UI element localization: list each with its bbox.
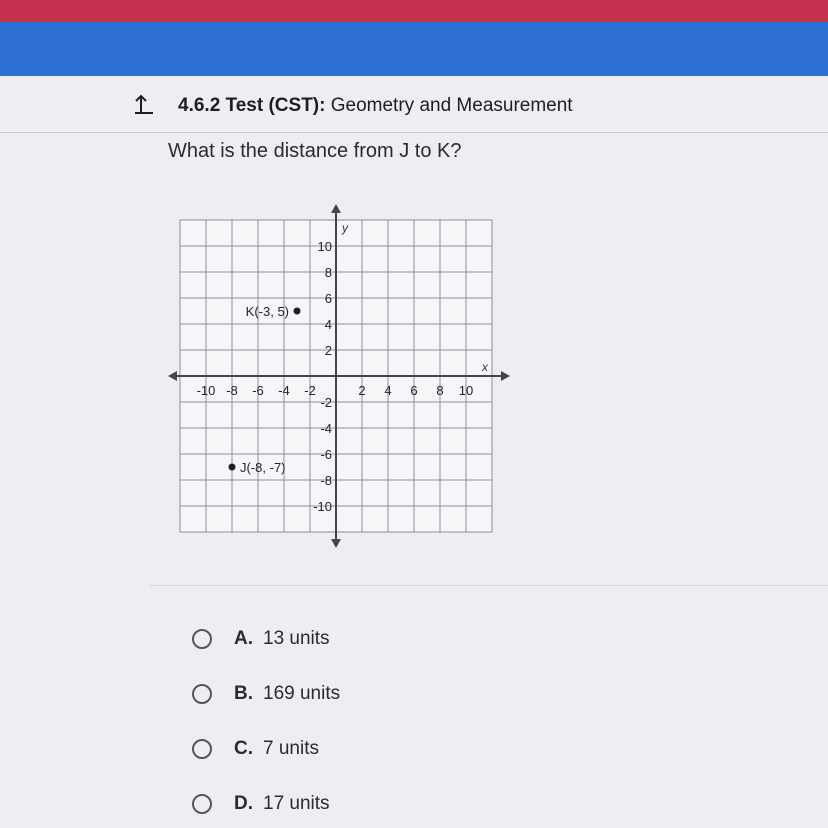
test-header <box>0 76 828 133</box>
radio-c[interactable] <box>192 739 212 759</box>
y-axis-arrow-up <box>331 204 341 213</box>
x-tick-label: -4 <box>278 383 290 398</box>
y-tick-label: -2 <box>320 395 332 410</box>
choice-d[interactable] <box>192 789 330 819</box>
question-text: What is the distance from J to K? <box>168 140 462 162</box>
x-tick-label: 4 <box>384 383 392 398</box>
choice-a-text: 13 units <box>263 628 330 649</box>
point-j-label: J(-8, -7) <box>240 460 286 475</box>
back-arrow-icon[interactable] <box>132 92 156 116</box>
point-k <box>294 308 301 315</box>
x-tick-label: 6 <box>410 383 418 398</box>
y-tick-label: -6 <box>320 447 332 462</box>
divider <box>150 585 828 586</box>
x-axis-arrow-left <box>168 371 177 381</box>
point-j <box>229 464 236 471</box>
choice-b-letter: B. <box>234 683 253 704</box>
test-subject: Geometry and Measurement <box>330 95 573 116</box>
point-k-label: K(-3, 5) <box>245 304 289 319</box>
x-tick-label: -6 <box>252 383 264 398</box>
choice-d-letter: D. <box>234 793 253 814</box>
choice-a-letter: A. <box>234 628 253 649</box>
choice-b-text: 169 units <box>263 683 341 704</box>
y-axis-label: y <box>342 221 348 235</box>
y-tick-label: 6 <box>324 291 332 306</box>
choice-d-text: 17 units <box>263 793 330 814</box>
y-tick-label: 2 <box>324 343 332 358</box>
y-tick-label: 10 <box>317 239 332 254</box>
radio-b[interactable] <box>192 684 212 704</box>
page-title <box>178 95 573 117</box>
radio-a[interactable] <box>192 629 212 649</box>
radio-d[interactable] <box>192 794 212 814</box>
coordinate-graph <box>160 202 520 562</box>
choice-b[interactable] <box>192 679 340 709</box>
x-axis-label: x <box>482 360 488 374</box>
y-tick-label: -10 <box>313 499 332 514</box>
test-content <box>0 76 828 828</box>
y-tick-label: 4 <box>324 317 332 332</box>
x-axis-arrow-right <box>501 371 510 381</box>
app-top-bar <box>0 22 828 76</box>
browser-tab-strip <box>0 0 828 22</box>
choice-c-text: 7 units <box>263 738 319 759</box>
x-tick-label: -10 <box>196 383 216 398</box>
x-tick-label: -8 <box>226 383 238 398</box>
choice-c-letter: C. <box>234 738 253 759</box>
x-tick-label: 8 <box>436 383 444 398</box>
y-axis-arrow-down <box>331 539 341 548</box>
choice-a[interactable] <box>192 624 330 654</box>
x-tick-label: -2 <box>304 383 316 398</box>
test-code: 4.6.2 Test (CST): <box>178 95 326 116</box>
y-tick-label: 8 <box>324 265 332 280</box>
y-tick-label: -4 <box>320 421 332 436</box>
y-tick-label: -8 <box>320 473 332 488</box>
x-tick-label: 10 <box>458 383 474 398</box>
choice-c[interactable] <box>192 734 319 764</box>
x-tick-label: 2 <box>358 383 366 398</box>
